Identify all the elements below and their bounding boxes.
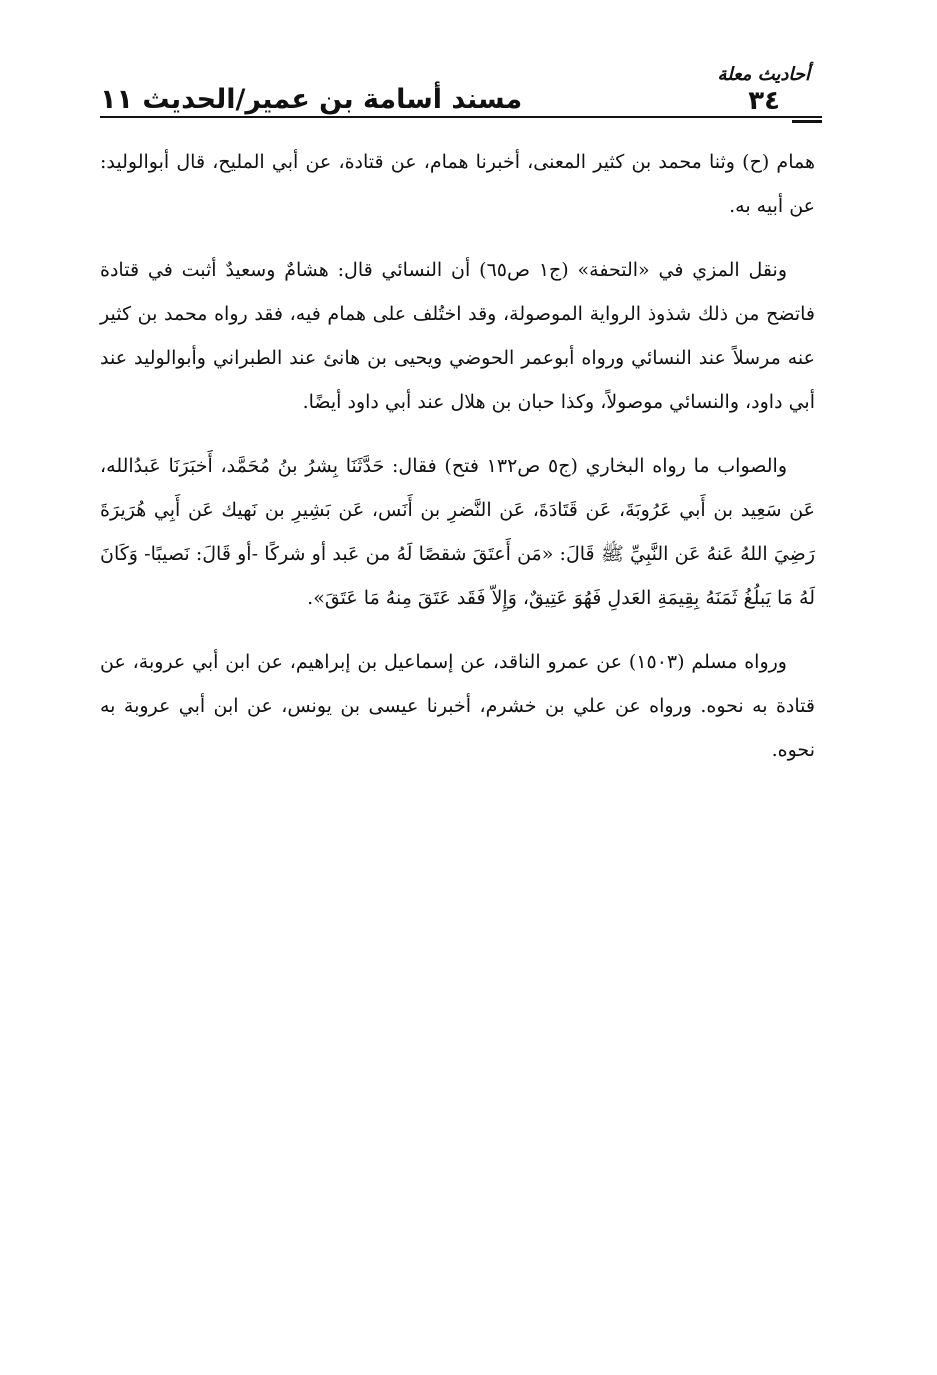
page-number: ٣٤	[748, 86, 780, 116]
series-title: أحاديث معلة	[717, 64, 810, 85]
page-body	[100, 140, 815, 792]
running-title: مسند أسامة بن عمير/الحديث ١١	[100, 84, 523, 115]
paragraph-4: ورواه مسلم (١٥٠٣) عن عمرو الناقد، عن إسماعيل بن إبراهيم، عن ابن أبي عروبة، عن قتادة به نحوه. ورواه عن علي بن خشرم، أخبرنا عيسى بن يونس، عن ابن أبي عروبة به نحوه.	[100, 651, 815, 761]
page-header	[100, 62, 822, 122]
paragraph-3: والصواب ما رواه البخاري (ج٥ ص١٣٢ فتح) فقال: حَدَّثَنَا بِشرُ بنُ مُحَمَّد، أَخبَرَنَا عَبدُالله، عَن سَعِيد بن أَبي عَرُوبَةَ، عَن قَتَادَةَ، عَن النَّضرِ بن أَنَس، عَن بَشِيرِ بن نَهيك عَن أَبِي هُرَيرَةَ رَضِيَ اللهُ عَنهُ عَن النَّبِيِّ ﷺ قَالَ: «مَن أَعتَقَ شقصًا لَهُ من عَبد أو شركًا -أو قَالَ: نَصيبًا- وَكَانَ لَهُ مَا يَبلُغُ ثَمَنَهُ بِقِيمَةِ العَدلِ فَهُوَ عَتِيقٌ، وَإِلاّ فَقَد عَتَقَ مِنهُ مَا عَتَقَ».	[100, 455, 815, 609]
paragraph-1: همام (ح) وثنا محمد بن كثير المعنى، أخبرنا همام، عن قتادة، عن أبي المليح، قال أبوالوليد: عن أبيه به.	[100, 151, 815, 217]
header-rule-mark	[792, 120, 822, 123]
paragraph-2: ونقل المزي في «التحفة» (ج١ ص٦٥) أن النسائي قال: هشامٌ وسعيدٌ أثبت في قتادة فاتضح من ذلك شذوذ الرواية الموصولة، وقد اختُلف على همام فيه، فقد رواه محمد بن كثير عنه مرسلاً عند النسائي ورواه أبوعمر الحوضي ويحيى بن هانئ عند الطبراني وأبوالوليد عند أبي داود، والنسائي موصولاً، وكذا حبان بن هلال عند أبي داود أيضًا.	[100, 259, 815, 413]
header-rule	[100, 116, 822, 118]
